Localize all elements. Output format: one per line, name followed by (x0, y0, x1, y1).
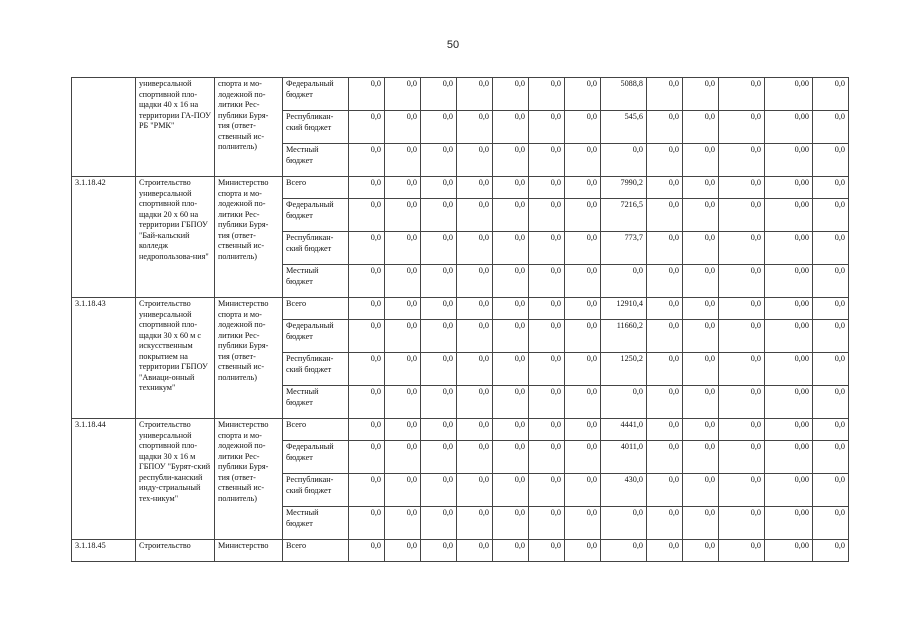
measure-code (72, 78, 136, 177)
amount-cell: 0,0 (647, 441, 683, 474)
amount-cell: 7216,5 (601, 199, 647, 232)
amount-cell: 0,0 (457, 386, 493, 419)
amount-cell: 0,0 (719, 353, 765, 386)
amount-cell: 0,0 (385, 441, 421, 474)
amount-cell: 0,0 (719, 199, 765, 232)
amount-cell: 0,0 (719, 507, 765, 540)
measure-name: Строительство универсальной спортивной пло-щадки 30 x 16 м ГБПОУ "Бурят-ский республи-канский инду-стриальный тех-никум" (136, 419, 215, 540)
amount-cell: 0,0 (719, 144, 765, 177)
amount-cell: 0,0 (601, 386, 647, 419)
amount-cell: 4011,0 (601, 441, 647, 474)
amount-cell: 0,0 (421, 199, 457, 232)
amount-cell: 0,0 (647, 320, 683, 353)
amount-cell: 0,0 (457, 265, 493, 298)
amount-cell: 0,0 (683, 78, 719, 111)
amount-cell: 0,0 (493, 507, 529, 540)
amount-cell: 0,0 (719, 232, 765, 265)
amount-cell: 0,00 (765, 144, 813, 177)
amount-cell: 0,0 (349, 320, 385, 353)
amount-cell: 0,0 (349, 177, 385, 199)
amount-cell: 0,0 (719, 177, 765, 199)
amount-cell: 0,0 (349, 386, 385, 419)
amount-cell: 0,0 (493, 78, 529, 111)
amount-cell: 0,0 (813, 474, 849, 507)
amount-cell: 0,0 (385, 419, 421, 441)
amount-cell: 0,0 (565, 507, 601, 540)
amount-cell: 773,7 (601, 232, 647, 265)
measure-code: 3.1.18.44 (72, 419, 136, 540)
amount-cell: 0,0 (493, 474, 529, 507)
amount-cell: 0,0 (493, 320, 529, 353)
funding-source: Местный бюджет (283, 144, 349, 177)
amount-cell: 0,00 (765, 419, 813, 441)
amount-cell: 0,0 (813, 441, 849, 474)
amount-cell: 12910,4 (601, 298, 647, 320)
amount-cell: 0,0 (529, 540, 565, 562)
amount-cell: 0,0 (421, 474, 457, 507)
amount-cell: 0,0 (647, 199, 683, 232)
amount-cell: 0,0 (683, 199, 719, 232)
amount-cell: 0,00 (765, 232, 813, 265)
amount-cell: 0,0 (349, 419, 385, 441)
amount-cell: 0,0 (813, 144, 849, 177)
amount-cell: 0,0 (457, 232, 493, 265)
amount-cell: 0,0 (647, 474, 683, 507)
amount-cell: 0,0 (529, 298, 565, 320)
amount-cell: 0,0 (565, 177, 601, 199)
responsible-executor: спорта и мо-лодежной по-литики Рес-публики Буря-тия (ответ-ственный ис-полнитель) (215, 78, 283, 177)
table-row (72, 540, 849, 562)
amount-cell: 0,0 (565, 474, 601, 507)
amount-cell: 0,0 (529, 474, 565, 507)
amount-cell: 0,0 (385, 540, 421, 562)
measure-name: универсальной спортивной пло-щадки 40 x 16 на территории ГА-ПОУ РБ "РМК" (136, 78, 215, 177)
amount-cell: 0,0 (565, 199, 601, 232)
amount-cell: 0,0 (529, 78, 565, 111)
amount-cell: 0,0 (813, 199, 849, 232)
amount-cell: 0,0 (813, 353, 849, 386)
amount-cell: 0,0 (529, 353, 565, 386)
amount-cell: 0,0 (565, 320, 601, 353)
amount-cell: 0,0 (493, 144, 529, 177)
budget-table (71, 77, 849, 562)
amount-cell: 0,0 (565, 111, 601, 144)
funding-source: Всего (283, 298, 349, 320)
funding-source: Местный бюджет (283, 265, 349, 298)
amount-cell: 0,0 (349, 353, 385, 386)
amount-cell: 5088,8 (601, 78, 647, 111)
amount-cell: 0,0 (719, 298, 765, 320)
measure-name: Строительство универсальной спортивной пло-щадки 30 x 60 м с искусственным покрытием на территории ГБПОУ "Авиаци-онный техникум" (136, 298, 215, 419)
amount-cell: 0,0 (385, 320, 421, 353)
funding-source: Всего (283, 419, 349, 441)
amount-cell: 0,0 (421, 144, 457, 177)
amount-cell: 0,0 (457, 540, 493, 562)
amount-cell: 0,0 (719, 320, 765, 353)
amount-cell: 0,00 (765, 540, 813, 562)
amount-cell: 0,0 (457, 320, 493, 353)
amount-cell: 0,0 (719, 265, 765, 298)
measure-code: 3.1.18.42 (72, 177, 136, 298)
amount-cell: 0,0 (349, 441, 385, 474)
amount-cell: 0,0 (349, 111, 385, 144)
amount-cell: 0,00 (765, 353, 813, 386)
amount-cell: 0,0 (421, 298, 457, 320)
amount-cell: 0,0 (493, 353, 529, 386)
amount-cell: 4441,0 (601, 419, 647, 441)
amount-cell: 0,0 (493, 177, 529, 199)
amount-cell: 0,0 (565, 78, 601, 111)
amount-cell: 0,0 (349, 507, 385, 540)
amount-cell: 0,0 (683, 111, 719, 144)
amount-cell: 0,0 (647, 177, 683, 199)
amount-cell: 0,0 (719, 441, 765, 474)
amount-cell: 0,0 (813, 507, 849, 540)
responsible-executor: Министерство спорта и мо-лодежной по-литики Рес-публики Буря-тия (ответ-ственный ис-полнитель) (215, 419, 283, 540)
amount-cell: 0,0 (457, 441, 493, 474)
table-body (72, 78, 849, 562)
amount-cell: 0,0 (565, 441, 601, 474)
amount-cell: 0,00 (765, 320, 813, 353)
amount-cell: 0,0 (647, 507, 683, 540)
amount-cell: 0,0 (493, 386, 529, 419)
amount-cell: 0,0 (601, 144, 647, 177)
amount-cell: 0,0 (349, 298, 385, 320)
funding-source: Местный бюджет (283, 507, 349, 540)
responsible-executor: Министерство (215, 540, 283, 562)
amount-cell: 0,0 (683, 265, 719, 298)
amount-cell: 0,0 (719, 540, 765, 562)
amount-cell: 0,0 (421, 177, 457, 199)
amount-cell: 0,0 (683, 298, 719, 320)
amount-cell: 0,0 (457, 507, 493, 540)
amount-cell: 0,0 (565, 298, 601, 320)
amount-cell: 0,0 (493, 298, 529, 320)
funding-source: Республикан-ский бюджет (283, 353, 349, 386)
table-row (72, 298, 849, 320)
amount-cell: 0,0 (529, 441, 565, 474)
funding-source: Федеральный бюджет (283, 199, 349, 232)
table-row (72, 419, 849, 441)
amount-cell: 0,0 (385, 353, 421, 386)
amount-cell: 0,0 (349, 540, 385, 562)
amount-cell: 0,0 (349, 474, 385, 507)
amount-cell: 0,0 (683, 441, 719, 474)
amount-cell: 7990,2 (601, 177, 647, 199)
funding-source: Всего (283, 540, 349, 562)
amount-cell: 0,0 (813, 177, 849, 199)
amount-cell: 0,0 (421, 507, 457, 540)
amount-cell: 0,0 (457, 177, 493, 199)
measure-code: 3.1.18.43 (72, 298, 136, 419)
amount-cell: 0,0 (421, 111, 457, 144)
amount-cell: 430,0 (601, 474, 647, 507)
amount-cell: 0,0 (647, 78, 683, 111)
amount-cell: 0,0 (493, 419, 529, 441)
amount-cell: 0,0 (385, 199, 421, 232)
page-number: 50 (446, 39, 460, 51)
amount-cell: 0,0 (529, 265, 565, 298)
amount-cell: 0,0 (719, 386, 765, 419)
amount-cell: 0,0 (529, 507, 565, 540)
amount-cell: 0,0 (529, 232, 565, 265)
amount-cell: 0,0 (647, 353, 683, 386)
amount-cell: 0,0 (813, 320, 849, 353)
amount-cell: 0,0 (493, 265, 529, 298)
funding-source: Федеральный бюджет (283, 441, 349, 474)
amount-cell: 0,0 (683, 177, 719, 199)
amount-cell: 0,0 (421, 320, 457, 353)
amount-cell: 0,0 (385, 111, 421, 144)
table-row (72, 78, 849, 111)
amount-cell: 0,0 (683, 419, 719, 441)
funding-source: Местный бюджет (283, 386, 349, 419)
amount-cell: 0,0 (683, 386, 719, 419)
amount-cell: 0,0 (385, 386, 421, 419)
amount-cell: 0,0 (493, 111, 529, 144)
amount-cell: 0,00 (765, 177, 813, 199)
amount-cell: 0,0 (385, 298, 421, 320)
measure-code: 3.1.18.45 (72, 540, 136, 562)
amount-cell: 0,0 (813, 111, 849, 144)
amount-cell: 0,00 (765, 441, 813, 474)
amount-cell: 0,0 (421, 386, 457, 419)
amount-cell: 0,0 (813, 265, 849, 298)
amount-cell: 0,0 (683, 232, 719, 265)
amount-cell: 0,0 (349, 265, 385, 298)
amount-cell: 0,0 (421, 441, 457, 474)
amount-cell: 0,00 (765, 199, 813, 232)
amount-cell: 0,0 (601, 540, 647, 562)
amount-cell: 0,0 (349, 199, 385, 232)
amount-cell: 0,0 (719, 78, 765, 111)
responsible-executor: Министерство спорта и мо-лодежной по-литики Рес-публики Буря-тия (ответ-ственный ис-полнитель) (215, 298, 283, 419)
amount-cell: 0,0 (385, 78, 421, 111)
amount-cell: 545,6 (601, 111, 647, 144)
measure-name: Строительство (136, 540, 215, 562)
measure-name: Строительство универсальной спортивной пло-щадки 20 x 60 на территории ГБПОУ "Бай-кальский колледж недропользова-ния" (136, 177, 215, 298)
amount-cell: 0,0 (385, 265, 421, 298)
amount-cell: 0,0 (385, 507, 421, 540)
amount-cell: 1250,2 (601, 353, 647, 386)
amount-cell: 0,0 (421, 419, 457, 441)
amount-cell: 0,0 (683, 320, 719, 353)
amount-cell: 0,00 (765, 507, 813, 540)
amount-cell: 0,0 (601, 507, 647, 540)
table-row (72, 177, 849, 199)
amount-cell: 0,0 (647, 386, 683, 419)
amount-cell: 0,0 (457, 144, 493, 177)
amount-cell: 0,0 (493, 232, 529, 265)
amount-cell: 0,0 (601, 265, 647, 298)
amount-cell: 0,00 (765, 265, 813, 298)
amount-cell: 0,0 (813, 419, 849, 441)
amount-cell: 0,0 (719, 419, 765, 441)
amount-cell: 0,0 (683, 507, 719, 540)
amount-cell: 0,0 (647, 419, 683, 441)
amount-cell: 0,0 (457, 474, 493, 507)
amount-cell: 0,0 (493, 199, 529, 232)
amount-cell: 0,0 (647, 111, 683, 144)
amount-cell: 0,0 (421, 78, 457, 111)
amount-cell: 0,0 (457, 353, 493, 386)
amount-cell: 0,0 (565, 386, 601, 419)
amount-cell: 0,00 (765, 386, 813, 419)
amount-cell: 0,0 (565, 419, 601, 441)
amount-cell: 0,0 (529, 111, 565, 144)
amount-cell: 0,0 (385, 232, 421, 265)
amount-cell: 0,0 (813, 78, 849, 111)
amount-cell: 0,0 (565, 265, 601, 298)
amount-cell: 0,0 (647, 232, 683, 265)
amount-cell: 0,0 (457, 78, 493, 111)
amount-cell: 0,0 (529, 419, 565, 441)
amount-cell: 0,0 (457, 111, 493, 144)
funding-source: Республикан-ский бюджет (283, 232, 349, 265)
amount-cell: 0,0 (529, 177, 565, 199)
amount-cell: 0,0 (647, 144, 683, 177)
amount-cell: 0,0 (565, 232, 601, 265)
amount-cell: 0,0 (813, 298, 849, 320)
amount-cell: 0,0 (529, 144, 565, 177)
amount-cell: 0,0 (683, 353, 719, 386)
amount-cell: 0,0 (683, 144, 719, 177)
amount-cell: 0,0 (421, 232, 457, 265)
amount-cell: 0,0 (565, 353, 601, 386)
amount-cell: 0,0 (683, 540, 719, 562)
amount-cell: 0,00 (765, 298, 813, 320)
amount-cell: 0,0 (719, 111, 765, 144)
funding-source: Федеральный бюджет (283, 320, 349, 353)
amount-cell: 0,0 (421, 540, 457, 562)
amount-cell: 0,0 (385, 144, 421, 177)
amount-cell: 0,0 (647, 265, 683, 298)
amount-cell: 0,0 (719, 474, 765, 507)
amount-cell: 0,0 (349, 232, 385, 265)
funding-source: Всего (283, 177, 349, 199)
amount-cell: 0,0 (813, 540, 849, 562)
amount-cell: 0,0 (647, 298, 683, 320)
amount-cell: 0,0 (457, 199, 493, 232)
amount-cell: 0,0 (529, 199, 565, 232)
amount-cell: 0,0 (421, 265, 457, 298)
funding-source: Республикан-ский бюджет (283, 474, 349, 507)
amount-cell: 0,0 (421, 353, 457, 386)
amount-cell: 0,0 (457, 419, 493, 441)
amount-cell: 0,0 (385, 177, 421, 199)
amount-cell: 0,00 (765, 474, 813, 507)
amount-cell: 0,0 (813, 232, 849, 265)
amount-cell: 0,0 (647, 540, 683, 562)
amount-cell: 0,0 (457, 298, 493, 320)
amount-cell: 0,0 (493, 441, 529, 474)
amount-cell: 0,0 (529, 320, 565, 353)
funding-source: Республикан-ский бюджет (283, 111, 349, 144)
amount-cell: 0,0 (529, 386, 565, 419)
amount-cell: 0,0 (385, 474, 421, 507)
amount-cell: 0,0 (565, 540, 601, 562)
amount-cell: 0,00 (765, 111, 813, 144)
amount-cell: 11660,2 (601, 320, 647, 353)
funding-source: Федеральный бюджет (283, 78, 349, 111)
amount-cell: 0,0 (565, 144, 601, 177)
amount-cell: 0,0 (813, 386, 849, 419)
amount-cell: 0,0 (493, 540, 529, 562)
amount-cell: 0,0 (683, 474, 719, 507)
amount-cell: 0,0 (349, 78, 385, 111)
amount-cell: 0,0 (349, 144, 385, 177)
responsible-executor: Министерство спорта и мо-лодежной по-литики Рес-публики Буря-тия (ответ-ственный ис-полнитель) (215, 177, 283, 298)
amount-cell: 0,00 (765, 78, 813, 111)
